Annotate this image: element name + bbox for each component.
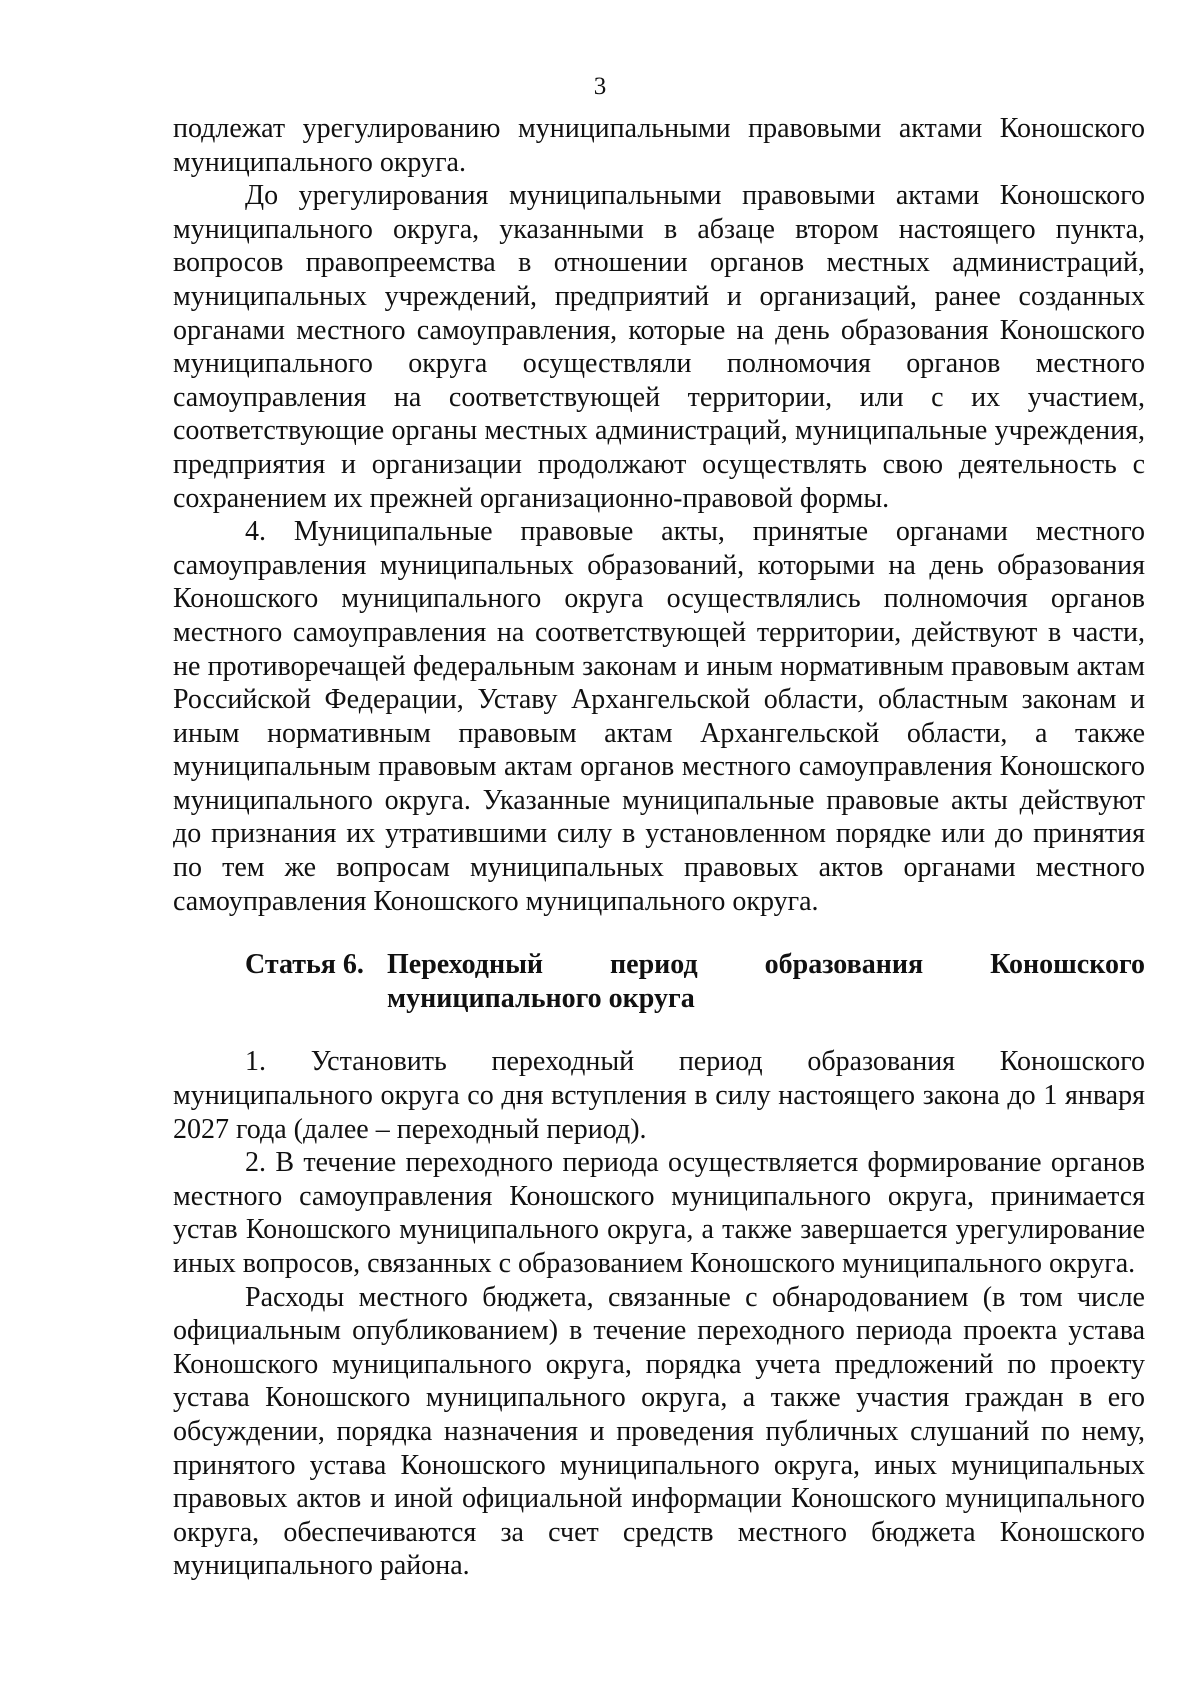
document-body bbox=[173, 112, 1145, 1583]
article-title bbox=[387, 948, 1145, 1015]
article-number: Статья 6. bbox=[245, 949, 364, 981]
paragraph: До урегулирования муниципальными правовыми актами Коношского муниципального округа, указанными в абзаце втором настоящего пункта, вопросов правопреемства в отношении органов местных администраций, муниципальных учреждений, предприятий и организаций, ранее созданных органами местного самоуправления, которые на день образования Коношского муниципального округа осуществляли полномочия органов местного самоуправления на соответствующей территории, или с их участием, соответствующие органы местных администраций, муниципальные учреждения, предприятия и организации продолжают осуществлять свою деятельность с сохранением их прежней организационно-правовой формы. bbox=[173, 180, 1145, 514]
page-number: 3 bbox=[593, 73, 607, 100]
paragraph: Расходы местного бюджета, связанные с обнародованием (в том числе официальным опубликованием) в течение переходного периода проекта устава Коношского муниципального округа, порядка учета предложений по проекту устава Коношского муниципального округа, а также участия граждан в его обсуждении, порядка назначения и проведения публичных слушаний по нему, принятого устава Коношского муниципального округа, иных муниципальных правовых актов и иной официальной информации Коношского муниципального округа, обеспечиваются за счет средств местного бюджета Коношского муниципального района. bbox=[173, 1281, 1145, 1582]
article-heading bbox=[173, 948, 1145, 1015]
paragraph: 4. Муниципальные правовые акты, принятые органами местного самоуправления муниципальных образований, которыми на день образования Коношского муниципального округа осуществлялись полномочия органов местного самоуправления на соответствующей территории, действуют в части, не противоречащей федеральным законам и иным нормативным правовым актам Российской Федерации, Уставу Архангельской области, областным законам и иным нормативным правовым актам Архангельской области, а также муниципальным правовым актам органов местного самоуправления Коношского муниципального округа. Указанные муниципальные правовые акты действуют до признания их утратившими силу в установленном порядке или до принятия по тем же вопросам муниципальных правовых актов органами местного самоуправления Коношского муниципального округа. bbox=[173, 516, 1145, 917]
article-title-line: муниципального округа bbox=[387, 982, 695, 1014]
paragraph: 1. Установить переходный период образования Коношского муниципального округа со дня вступления в силу настоящего закона до 1 января 2027 года (далее – переходный период). bbox=[173, 1046, 1145, 1145]
paragraph: 2. В течение переходного периода осуществляется формирование органов местного самоуправления Коношского муниципального округа, принимается устав Коношского муниципального округа, а также завершается урегулирование иных вопросов, связанных с образованием Коношского муниципального округа. bbox=[173, 1147, 1145, 1279]
article-title-line: Переходный период образования Коношского bbox=[387, 949, 1145, 981]
paragraph: подлежат урегулированию муниципальными правовыми актами Коношского муниципального округа. bbox=[173, 113, 1145, 178]
